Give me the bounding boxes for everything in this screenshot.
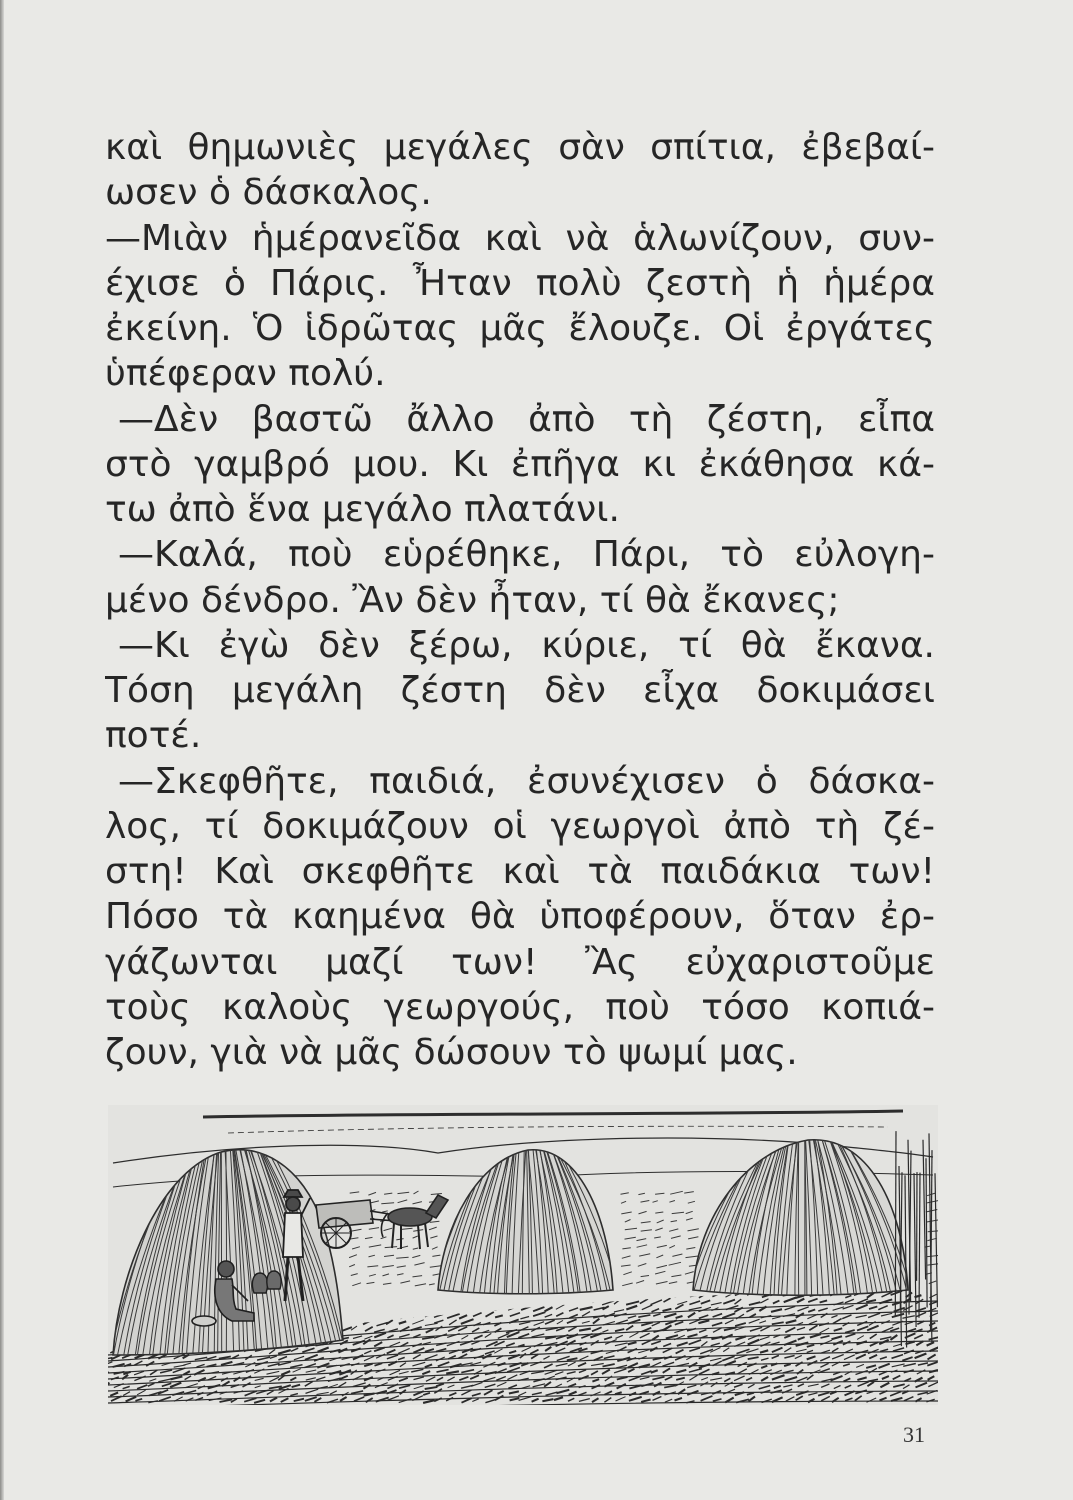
text-line: —Καλά, ποὺ εὑρέθηκε, Πάρι, τὸ εὐλογη- [118,534,935,576]
text-line: καὶ θημωνιὲς μεγάλες σὰν σπίτια, ἐβεβαί- [105,127,935,168]
text-line: τοὺς καλοὺς γεωργούς, ποὺ τόσο κοπιά- [105,986,935,1028]
text-line: —Σκεφθῆτε, παιδιά, ἐσυνέχισεν ὁ δάσκα- [118,760,935,802]
seated-farmer-head [218,1261,234,1277]
text-line: στὸ γαμβρό μου. Κι ἐπῆγα κι ἐκάθησα κά- [105,443,935,485]
text-line: ποτέ. [105,715,202,757]
text-line: ὑπέφεραν πολύ. [105,353,386,395]
text-line: Τόση μεγάλη ζέστη δὲν εἶχα δοκιμάσει [105,670,935,711]
farmer-hat [284,1190,302,1197]
page-edge [0,0,4,1500]
farmer-head [286,1197,300,1211]
text-line: στη! Καὶ σκεφθῆτε καὶ τὰ παιδάκια των! [105,851,935,892]
text-line: —Μιὰν ἡμέρανεῖδα καὶ νὰ ἁλωνίζουν, συν- [105,217,935,259]
page-number: 31 [903,1422,925,1447]
text-line: —Κι ἐγὼ δὲν ξέρω, κύριε, τί θὰ ἔκανα. [118,624,935,666]
text-line: Πόσο τὰ καημένα θὰ ὑποφέρουν, ὅταν ἐρ- [105,896,935,938]
jug [252,1273,267,1293]
text-line: ἐκείνη. Ὁ ἱδρῶτας μᾶς ἔλουζε. Οἱ ἐργάτες [105,308,935,349]
text-line: γάζωνται μαζί των! Ἂς εὐχαριστοῦμε [105,941,935,983]
haystack-field-illustration [108,1105,938,1405]
jug [267,1271,281,1289]
body-text [105,125,935,1075]
straw-hat [192,1316,216,1326]
text-line: μένο δένδρο. Ἂν δὲν ἦταν, τί θὰ ἔκανες; [105,579,840,621]
text-line: ζουν, γιὰ νὰ μᾶς δώσουν τὸ ψωμί μας. [105,1032,798,1073]
text-line: έχισε ὁ Πάρις. Ἦταν πολὺ ζεστὴ ἡ ἡμέρα [105,262,935,304]
text-line: ωσεν ὁ δάσκαλος. [105,172,432,214]
text-line: τω ἀπὸ ἕνα μεγάλο πλατάνι. [105,489,620,530]
text-line: λος, τί δοκιμάζουν οἱ γεωργοὶ ἀπὸ τὴ ζέ- [105,805,935,847]
farmer-torso [283,1213,303,1257]
text-line: —Δὲν βαστῶ ἄλλο ἀπὸ τὴ ζέστη, εἶπα [118,398,935,440]
bush-stroke [895,1131,896,1316]
